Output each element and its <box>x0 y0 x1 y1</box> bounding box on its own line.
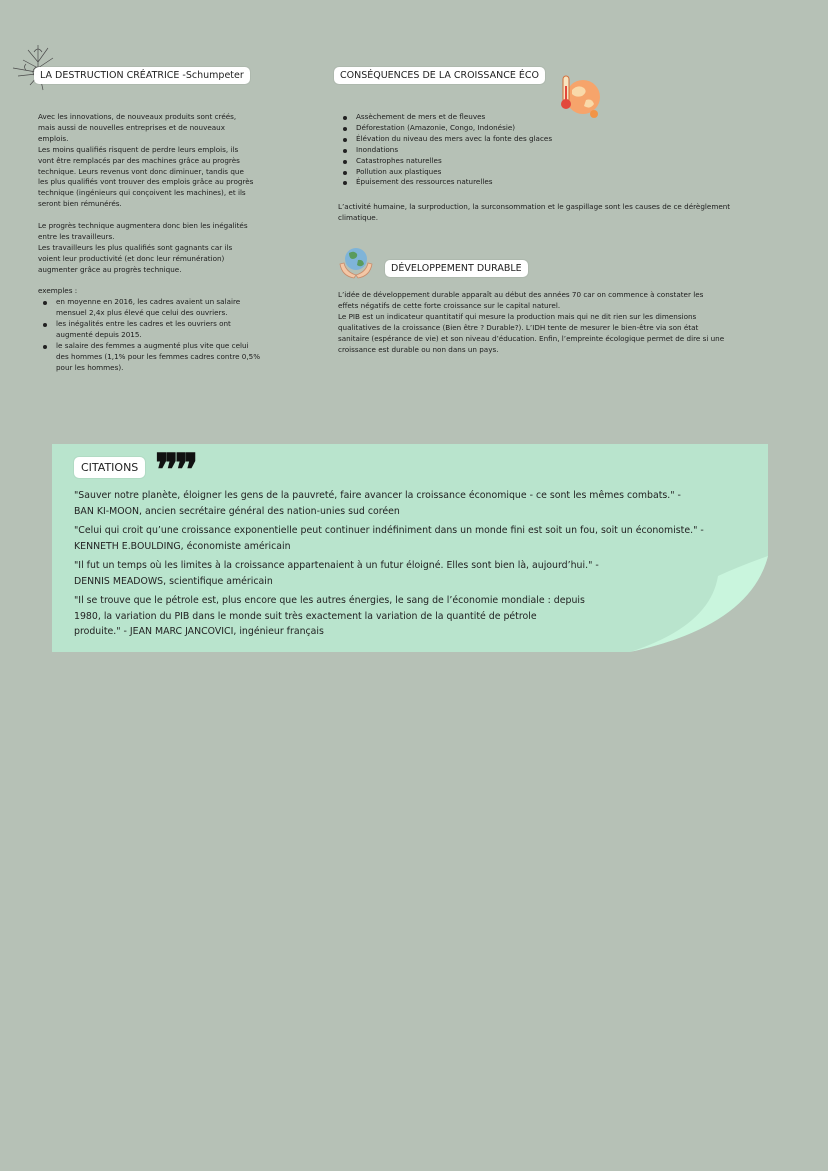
consequences-heading: CONSÉQUENCES DE LA CROISSANCE ÉCO <box>334 67 545 84</box>
examples-label: exemples : <box>38 286 78 296</box>
text-line: voient leur productivité (et donc leur rémunération) <box>38 253 225 263</box>
consequences-list <box>338 112 778 188</box>
text-line: climatique. <box>338 212 378 222</box>
schumpeter-heading: LA DESTRUCTION CRÉATRICE -Schumpeter <box>34 67 250 84</box>
text-line: KENNETH E.BOULDING, économiste américain <box>74 540 291 552</box>
citation-4 <box>74 593 604 640</box>
durable-heading: DÉVELOPPEMENT DURABLE <box>385 260 528 277</box>
text-line: emplois. <box>38 133 69 143</box>
durable-text <box>338 290 768 355</box>
text-line: DENNIS MEADOWS, scientifique américain <box>74 575 273 587</box>
list-item <box>56 297 308 319</box>
consequences-bullets <box>338 112 778 188</box>
text-line: BAN KI-MOON, ancien secrétaire général des nation-unies sud coréen <box>74 505 400 517</box>
text-line: mensuel 2,4x plus élevé que celui des ouvriers. <box>56 308 228 318</box>
text-line: des hommes (1,1% pour les femmes cadres contre 0,5% <box>56 351 261 361</box>
text-line: L’idée de développement durable apparaît au début des années 70 car on commence à constater les <box>338 290 704 299</box>
earth-in-hands-icon <box>337 244 375 282</box>
list-item: Assèchement de mers et de fleuves <box>356 112 778 123</box>
text-line: L’activité humaine, la surproduction, la surconsommation et le gaspillage sont les causes de ce dérèglement <box>338 202 731 211</box>
list-item: Inondations <box>356 145 778 156</box>
text-line: Les travailleurs les plus qualifiés sont gagnants car ils <box>38 242 233 252</box>
text-line: "Sauver notre planète, éloigner les gens de la pauvreté, faire avancer la croissance économique - ce sont les mêmes combats." - <box>74 490 681 501</box>
text-line: vont être remplacés par des machines grâce au progrès <box>38 155 240 165</box>
text-line: en moyenne en 2016, les cadres avaient un salaire <box>56 297 241 307</box>
citation-1 <box>74 488 754 519</box>
list-item: Pollution aux plastiques <box>356 167 778 178</box>
text-line: Avec les innovations, de nouveaux produits sont créés, <box>38 112 237 121</box>
text-line: Les moins qualifiés risquent de perdre leurs emplois, ils <box>38 144 239 154</box>
text-line: Le PIB est un indicateur quantitatif qui mesure la production mais qui ne dit rien sur les dimensions <box>338 311 697 321</box>
text-line: sanitaire (espérance de vie) et son niveau d’éducation. Enfin, l’empreinte écologique permet de dire si une <box>338 333 725 343</box>
text-line: mais aussi de nouvelles entreprises et de nouveaux <box>38 122 225 132</box>
quote-icon: ❞❞ <box>155 445 195 496</box>
text-line: technique (ingénieurs qui conçoivent les machines), et ils <box>38 188 246 198</box>
text-line: croissance est durable ou non dans un pays. <box>338 344 499 354</box>
text-line: augmenté depuis 2015. <box>56 330 142 340</box>
text-line: qualitatives de la croissance (Bien être ? Durable?). L’IDH tente de mesurer le bien-être via son état <box>338 322 699 332</box>
text-line: seront bien rémunérés. <box>38 199 122 209</box>
text-line: technique. Leurs revenus vont donc diminuer, tandis que <box>38 166 244 176</box>
list-item <box>56 319 308 341</box>
text-line: augmenter grâce au progrès technique. <box>38 264 182 274</box>
list-item: Élévation du niveau des mers avec la fonte des glaces <box>356 134 778 145</box>
text-line: pour les hommes). <box>56 362 124 372</box>
list-item: Déforestation (Amazonie, Congo, Indonésie) <box>356 123 778 134</box>
text-line: le salaire des femmes a augmenté plus vite que celui <box>56 341 249 350</box>
text-line: 1980, la variation du PIB dans le monde suit très exactement la variation de la quantité de pétrole <box>74 610 537 622</box>
text-line: les plus qualifiés vont trouver des emplois grâce au progrès <box>38 177 254 187</box>
text-line: Le progrès technique augmentera donc bien les inégalités <box>38 221 248 231</box>
citations-heading: CITATIONS <box>74 457 145 478</box>
text-line: "Il fut un temps où les limites à la croissance appartenaient à un futur éloigné. Elles sont bien là, aujourd’hui." - <box>74 560 599 571</box>
text-line: produite." - JEAN MARC JANCOVICI, ingénieur français <box>74 626 324 637</box>
text-line: effets négatifs de cette forte croissance sur le capital naturel. <box>338 300 561 310</box>
citation-2 <box>74 523 754 554</box>
list-item <box>56 341 308 374</box>
schumpeter-text <box>38 112 308 374</box>
examples-list <box>38 297 308 373</box>
text-line: les inégalités entre les cadres et les ouvriers ont <box>56 319 231 329</box>
list-item: Épuisement des ressources naturelles <box>356 177 778 188</box>
list-item: Catastrophes naturelles <box>356 156 778 167</box>
text-line: "Celui qui croit qu’une croissance exponentielle peut continuer indéfiniment dans un monde fini est soit un fou, soit un économiste." - <box>74 525 704 536</box>
text-line: entre les travailleurs. <box>38 231 115 241</box>
consequences-summary <box>338 202 778 224</box>
citation-3 <box>74 558 754 589</box>
text-line: "Il se trouve que le pétrole est, plus encore que les autres énergies, le sang de l’économie mondiale : depuis <box>74 595 585 606</box>
